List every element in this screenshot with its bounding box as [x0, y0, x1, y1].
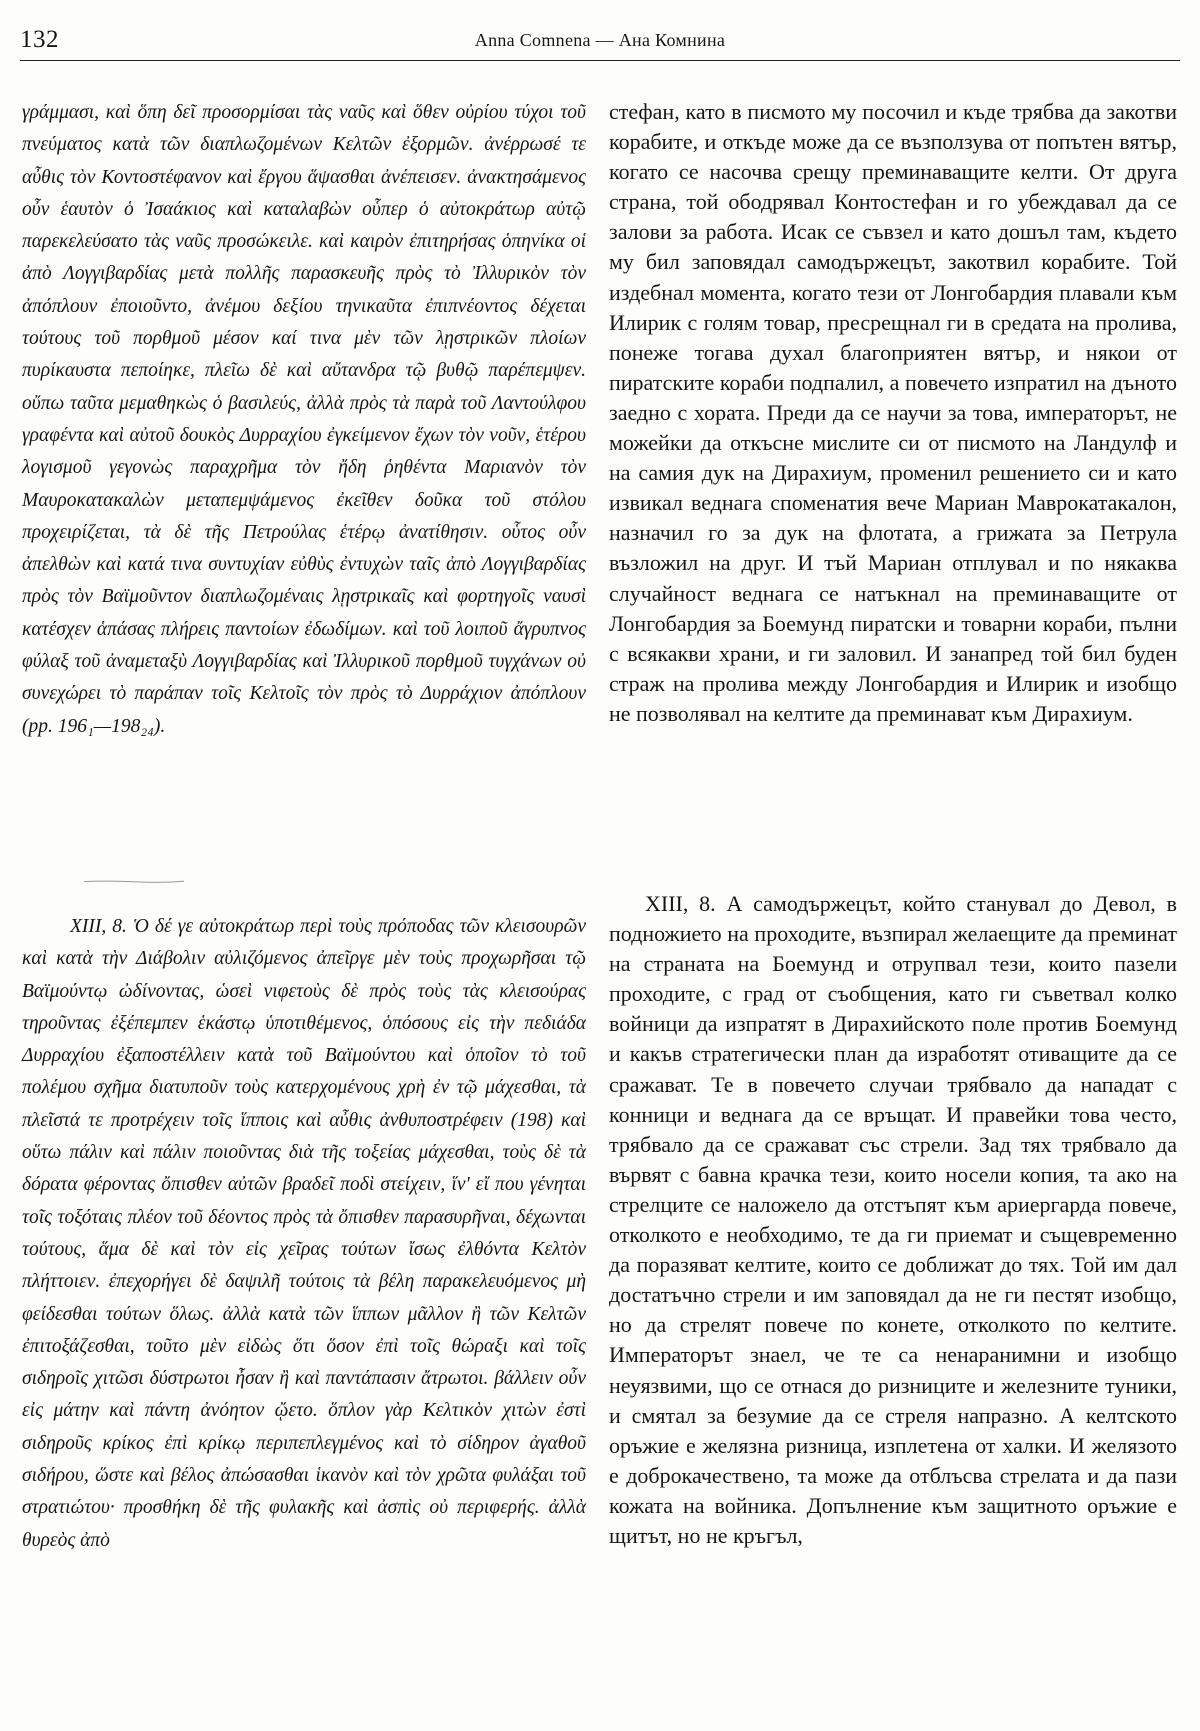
page-header — [20, 20, 1180, 61]
greek-paragraph-2: XIII, 8. Ὁ δέ γε αὐτοκράτωρ περὶ τοὺς πρόποδας τῶν κλεισουρῶν καὶ κατὰ τὴν Διάβολιν αὐλιζόμενος ἀπεῖργε μὲν τοὺς προχωρῆσαι τῷ Βαϊμούντῳ ὠδίνοντας, ὡσεὶ νιφετοὺς δὲ πρὸς τοὺς τὰς κλεισούρας τηροῦντας ἐξέπεμπεν ἑκάστῳ ὑποτιθέμενος, ὁπόσους εἰς τὴν πεδιάδα Δυρραχίου ἐξαποστέλλειν κατὰ τοῦ Βαϊμούντου καὶ ὁποῖον τὸ τοῦ πολέμου σχῆμα διατυποῦν τοὺς κατερχομένους χρὴ ἐν τῷ μάχεσθαι, τὰ πλεῖστά τε προτρέχειν τοῖς ἵπποις καὶ αὖθις ἀνθυποστρέφειν (198) καὶ οὕτω πάλιν καὶ πάλιν ποιοῦντας διὰ τῆς τοξείας μάχεσθαι, τοὺς δὲ τὰ δόρατα φέροντας ὄπισθεν αὐτῶν βραδεῖ ποδὶ στείχειν, ἵν' εἴ που γένηται τοῖς τοξόταις πλέον τοῦ δέοντος πρὸς τὰ ὄπισθεν παρασυρῆναι, δέχωνται τούτους, ἅμα δὲ καὶ τὸν εἰς χεῖρας τούτων ἴσως ἐλθόντα Κελτὸν πλήττοιεν. ἐπεχορήγει δὲ δαψιλῆ τούτοις τὰ βέλη παρακελευόμενος μὴ φείδεσθαι τούτων ὅλως. ἀλλὰ κατὰ τῶν ἵππων μᾶλλον ἢ τῶν Κελτῶν ἐπιτοξάζεσθαι, τοῦτο μὲν εἰδὼς ὅτι ὅσον ἐπὶ τοῖς θώραξι καὶ τοῖς σιδηροῖς χιτῶσι δύστρωτοι ἦσαν ἢ καὶ παντάπασιν ἄτρωτοι. βάλλειν οὖν εἰς μάτην καὶ πάντη ἀνόητον ᾤετο. ὅπλον γὰρ Κελτικὸν χιτὼν ἐστὶ σιδηροῦς κρίκος ἐπὶ κρίκῳ περιπεπλεγμένος καὶ τὸ σίδηρον ἀγαθοῦ σιδήρου, ὥστε καὶ βέλος ἀπώσασθαι ἱκανὸν καὶ τὸν χρῶτα φυλάξαι τοῦ στρατιώτου· προσθήκη δὲ τῆς φυλακῆς καὶ ἀσπὶς οὐ περιφερής. ἀλλὰ θυρεὸς ἀπὸ — [22, 916, 586, 1551]
greek-paragraph-1: γράμμασι, καὶ ὅπη δεῖ προσορμίσαι τὰς ναῦς καὶ ὅθεν οὐρίου τύχοι τοῦ πνεύματος κατὰ τῶν διαπλωζομένων Κελτῶν ἐξορμῶν. ἀνέρρωσέ τε αὖθις τὸν Κοντοστέφανον καὶ ἔργου ἅψασθαι ἀνέπεισεν. ἀνακτησάμενος οὖν ἑαυτὸν ὁ Ἰσαάκιος καὶ καταλαβὼν οὗπερ ὁ αὐτοκράτωρ αὐτῷ παρεκελεύσατο τὰς ναῦς προσώκειλε. καὶ καιρὸν ἐπιτηρήσας ὁπηνίκα οἱ ἀπὸ Λογγιβαρδίας μετὰ πολλῆς παρασκευῆς πρὸς τὸ Ἰλλυρικὸν τὸν ἀπόπλουν ἐποιοῦντο, ἀνέμου δεξίου τηνικαῦτα ἐπιπνέοντος δέχεται τούτους τοῦ πορθμοῦ μέσον καί τινα μὲν τῶν λῃστρικῶν πλοίων πυρίκαυστα πεποίηκε, πλεῖω δὲ καὶ αὔτανδρα τῷ βυθῷ παρέπεμψεν. οὔπω ταῦτα μεμαθηκὼς ὁ βασιλεύς, ἀλλὰ πρὸς τὰ παρὰ τοῦ Λαντούλφου γραφέντα καὶ αὐτοῦ δουκὸς Δυρραχίου ἐγκείμενον ἔχων τὸν νοῦν, ἑτέρου λογισμοῦ γεγονὼς παραχρῆμα τὸν ἤδη ῥηθέντα Μαριανὸν τὸν Μαυροκατακαλὼν μεταπεμψάμενος ἐκεῖθεν δοῦκα τοῦ στόλου προχειρίζεται, τὰ δὲ τῆς Πετρούλας ἑτέρῳ ἀνατίθησιν. οὗτος οὖν ἀπελθὼν καὶ κατά τινα συντυχίαν εὐθὺς ἐντυχὼν ταῖς ἀπὸ Λογγιβαρδίας πρὸς τὸν Βαϊμοῦντον διαπλωζομέναις λῃστρικαῖς καὶ φορτηγοῖς ναυσὶ κατέσχεν ἁπάσας πλήρεις παντοίων ἐδωδίμων. καὶ τοῦ λοιποῦ ἄγρυπνος φύλαξ τοῦ ἀναμεταξὺ Λογγιβαρδίας καὶ Ἰλλυρικοῦ πορθμοῦ τυγχάνων οὐ συνεχώρει τὸ παράπαν τοῖς Κελτοῖς τὸν πρὸς τὸ Δυρράχιον ἀπόπλουν (pp. 196₁—198₂₄). — [22, 102, 586, 737]
bulgarian-paragraph-2: XIII, 8. А самодържецът, който станувал до Девол, в подножието на проходите, възпирал желаещите да преминат на страната на Боемунд и отрупвал тези, които пазели проходите, с град от съобщения, като ги съветвал колко войници да изпратят в Дирахийското поле против Боемунд и какъв стратегически план да изработят отиващите да се сражават. Те в повечето случаи трябвало да нападат с конници и веднага да се връщат. И правейки това често, трябвало да се сражават със стрели. Зад тях трябвало да вървят с бавна крачка тези, които носели копия, та ако на стрелците се наложело да отстъпят към ариергарда повече, отколкото е необходимо, те да ги приемат и същевременно да поразяват келтите, които се доближат до тях. Той им дал достатъчно стрели и им заповядал да не ги пестят изобщо, но да стрелят повече по конете, отколкото по келтите. Императорът знаел, че те са ненаранимни и изобщо неуязвими, що се отнася до ризниците и железните туники, и смятал за безумие да се стреля напразно. А келтското оръжие е желязна ризница, изплетена от халки. И желязото е доброкачествено, та може да отблъсва стрелата и да пази кожата на войника. Допълнение към защитното оръжие е щитът, но не кръгъл, — [609, 891, 1177, 1548]
page-number: 132 — [20, 26, 59, 53]
bulgarian-paragraph-1: стефан, като в писмото му посочил и къде трябва да закотви корабите, и откъде може да се възползува от попътен вятър, когато се насочва срещу преминаващите келти. От друга страна, той ободрявал Контостефан и го убеждавал да се залови за работа. Исак се съвзел и като дошъл там, където му бил заповядал самодържецът, закотвил корабите. Той издебнал момента, когато тези от Лонгобардия плавали към Илирик с голям товар, пресрещнал ги в средата на пролива, понеже тогава духал благоприятен вятър, и някои от пиратските кораби подпалил, а повечето изпратил на дъното заедно с хората. Преди да се научи за това, императорът, не можейки да откъсне мислите си от писмото на Ландулф и на самия дук на Дирахиум, променил решението си и като извикал веднага споменатия вече Мариан Маврокатакалон, назначил го за дук на флотата, а грижата за Петрула възложил на друг. И тъй Мариан отплувал и по някаква случайност веднага се натъкнал на преминаващите от Лонгобардия за Боемунд пиратски и товарни кораби, пълни с всякакви храни, и ги заловил. И занапред той бил буден страж на пролива между Лонгобардия и Илирик и изобщо не позволявал на келтите да преминават към Дирахиум. — [609, 99, 1177, 726]
running-title: Anna Comnena — Ана Комнина — [474, 30, 726, 50]
pencil-mark-icon — [84, 880, 184, 883]
